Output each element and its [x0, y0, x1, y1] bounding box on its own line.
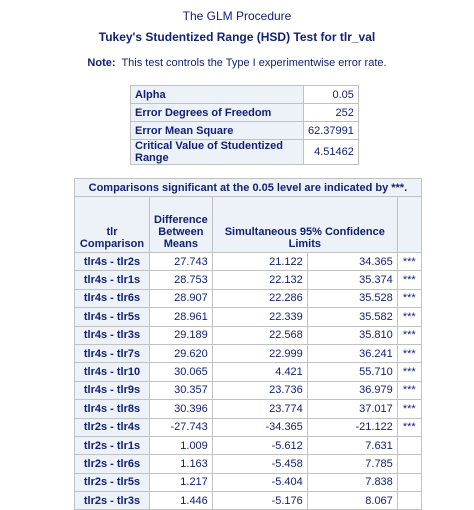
significance-cell [397, 436, 421, 454]
upper-limit-cell: 37.017 [307, 400, 397, 418]
stats-value: 4.51462 [304, 140, 359, 165]
difference-cell: 30.065 [150, 363, 213, 381]
stats-value: 0.05 [304, 86, 359, 104]
comparison-cell: tlr4s - tlr6s [75, 289, 150, 307]
upper-limit-cell: 7.838 [307, 473, 397, 491]
column-header-row [75, 197, 422, 253]
difference-cell: 28.907 [150, 289, 213, 307]
significance-cell: *** [397, 344, 421, 362]
comparisons-table [74, 178, 422, 510]
table-row [75, 363, 422, 381]
lower-limit-cell: -34.365 [212, 418, 307, 436]
difference-cell: 29.620 [150, 344, 213, 362]
significance-cell: *** [397, 271, 421, 289]
lower-limit-cell: -5.458 [212, 455, 307, 473]
significance-cell: *** [397, 363, 421, 381]
upper-limit-cell: 36.241 [307, 344, 397, 362]
difference-cell: 27.743 [150, 253, 213, 271]
table-row [75, 344, 422, 362]
stats-label: Alpha [131, 86, 304, 104]
difference-cell: 29.189 [150, 326, 213, 344]
significance-cell [397, 492, 421, 510]
table-caption-row [75, 179, 422, 197]
upper-limit-cell: 36.979 [307, 381, 397, 399]
upper-limit-cell: 34.365 [307, 253, 397, 271]
comparison-cell: tlr4s - tlr5s [75, 308, 150, 326]
comparison-cell: tlr2s - tlr1s [75, 436, 150, 454]
comparison-cell: tlr4s - tlr8s [75, 400, 150, 418]
stats-row [131, 122, 359, 140]
table-row [75, 400, 422, 418]
table-row [75, 253, 422, 271]
upper-limit-cell: 35.528 [307, 289, 397, 307]
significance-cell: *** [397, 418, 421, 436]
comparison-cell: tlr2s - tlr4s [75, 418, 150, 436]
significance-column-header [397, 197, 421, 253]
note-label: Note: [87, 57, 116, 69]
lower-limit-cell: 22.999 [212, 344, 307, 362]
comparison-cell: tlr2s - tlr6s [75, 455, 150, 473]
stats-label: Critical Value of Studentized Range [131, 140, 304, 165]
comparison-cell: tlr4s - tlr9s [75, 381, 150, 399]
comparison-column-header: tlr Comparison [75, 197, 150, 253]
lower-limit-cell: -5.404 [212, 473, 307, 491]
table-row [75, 492, 422, 510]
upper-limit-cell: 55.710 [307, 363, 397, 381]
stats-value: 62.37991 [304, 122, 359, 140]
significance-cell: *** [397, 381, 421, 399]
significance-cell: *** [397, 289, 421, 307]
lower-limit-cell: 22.132 [212, 271, 307, 289]
stats-value: 252 [304, 104, 359, 122]
difference-cell: -27.743 [150, 418, 213, 436]
table-row [75, 289, 422, 307]
difference-cell: 28.961 [150, 308, 213, 326]
upper-limit-cell: 8.067 [307, 492, 397, 510]
significance-cell: *** [397, 326, 421, 344]
difference-cell: 1.009 [150, 436, 213, 454]
comparison-cell: tlr4s - tlr1s [75, 271, 150, 289]
lower-limit-cell: 23.774 [212, 400, 307, 418]
comparison-cell: tlr4s - tlr3s [75, 326, 150, 344]
upper-limit-cell: 35.582 [307, 308, 397, 326]
stats-table [130, 85, 359, 165]
comparison-cell: tlr4s - tlr7s [75, 344, 150, 362]
comparison-cell: tlr4s - tlr2s [75, 253, 150, 271]
difference-cell: 30.396 [150, 400, 213, 418]
table-row [75, 326, 422, 344]
comparison-cell: tlr2s - tlr3s [75, 492, 150, 510]
difference-cell: 1.217 [150, 473, 213, 491]
table-row [75, 418, 422, 436]
lower-limit-cell: -5.612 [212, 436, 307, 454]
table-row [75, 473, 422, 491]
table-row [75, 436, 422, 454]
upper-limit-cell: 7.631 [307, 436, 397, 454]
test-subtitle: Tukey's Studentized Range (HSD) Test for tlr_val [98, 30, 376, 44]
upper-limit-cell: -21.122 [307, 418, 397, 436]
lower-limit-cell: 22.286 [212, 289, 307, 307]
table-row [75, 455, 422, 473]
procedure-title: The GLM Procedure [182, 9, 292, 23]
stats-row [131, 86, 359, 104]
difference-cell: 1.446 [150, 492, 213, 510]
significance-cell: *** [397, 253, 421, 271]
upper-limit-cell: 35.374 [307, 271, 397, 289]
significance-cell [397, 455, 421, 473]
table-row [75, 308, 422, 326]
difference-cell: 1.163 [150, 455, 213, 473]
comparison-cell: tlr2s - tlr5s [75, 473, 150, 491]
lower-limit-cell: 4.421 [212, 363, 307, 381]
lower-limit-cell: 21.122 [212, 253, 307, 271]
upper-limit-cell: 35.810 [307, 326, 397, 344]
stats-row [131, 140, 359, 165]
upper-limit-cell: 7.785 [307, 455, 397, 473]
difference-column-header: Difference Between Means [150, 197, 213, 253]
lower-limit-cell: 23.736 [212, 381, 307, 399]
lower-limit-cell: -5.176 [212, 492, 307, 510]
difference-cell: 28.753 [150, 271, 213, 289]
note-text: This test controls the Type I experimentwise error rate. [121, 57, 387, 69]
significance-cell: *** [397, 400, 421, 418]
stats-row [131, 104, 359, 122]
note-line [0, 57, 474, 69]
stats-label: Error Mean Square [131, 122, 304, 140]
stats-label: Error Degrees of Freedom [131, 104, 304, 122]
lower-limit-cell: 22.339 [212, 308, 307, 326]
difference-cell: 30.357 [150, 381, 213, 399]
comparison-cell: tlr4s - tlr10 [75, 363, 150, 381]
lower-limit-cell: 22.568 [212, 326, 307, 344]
table-row [75, 381, 422, 399]
table-row [75, 271, 422, 289]
significance-cell [397, 473, 421, 491]
limits-column-header: Simultaneous 95% Confidence Limits [212, 197, 397, 253]
table-caption: Comparisons significant at the 0.05 level are indicated by ***. [75, 179, 422, 197]
significance-cell: *** [397, 308, 421, 326]
